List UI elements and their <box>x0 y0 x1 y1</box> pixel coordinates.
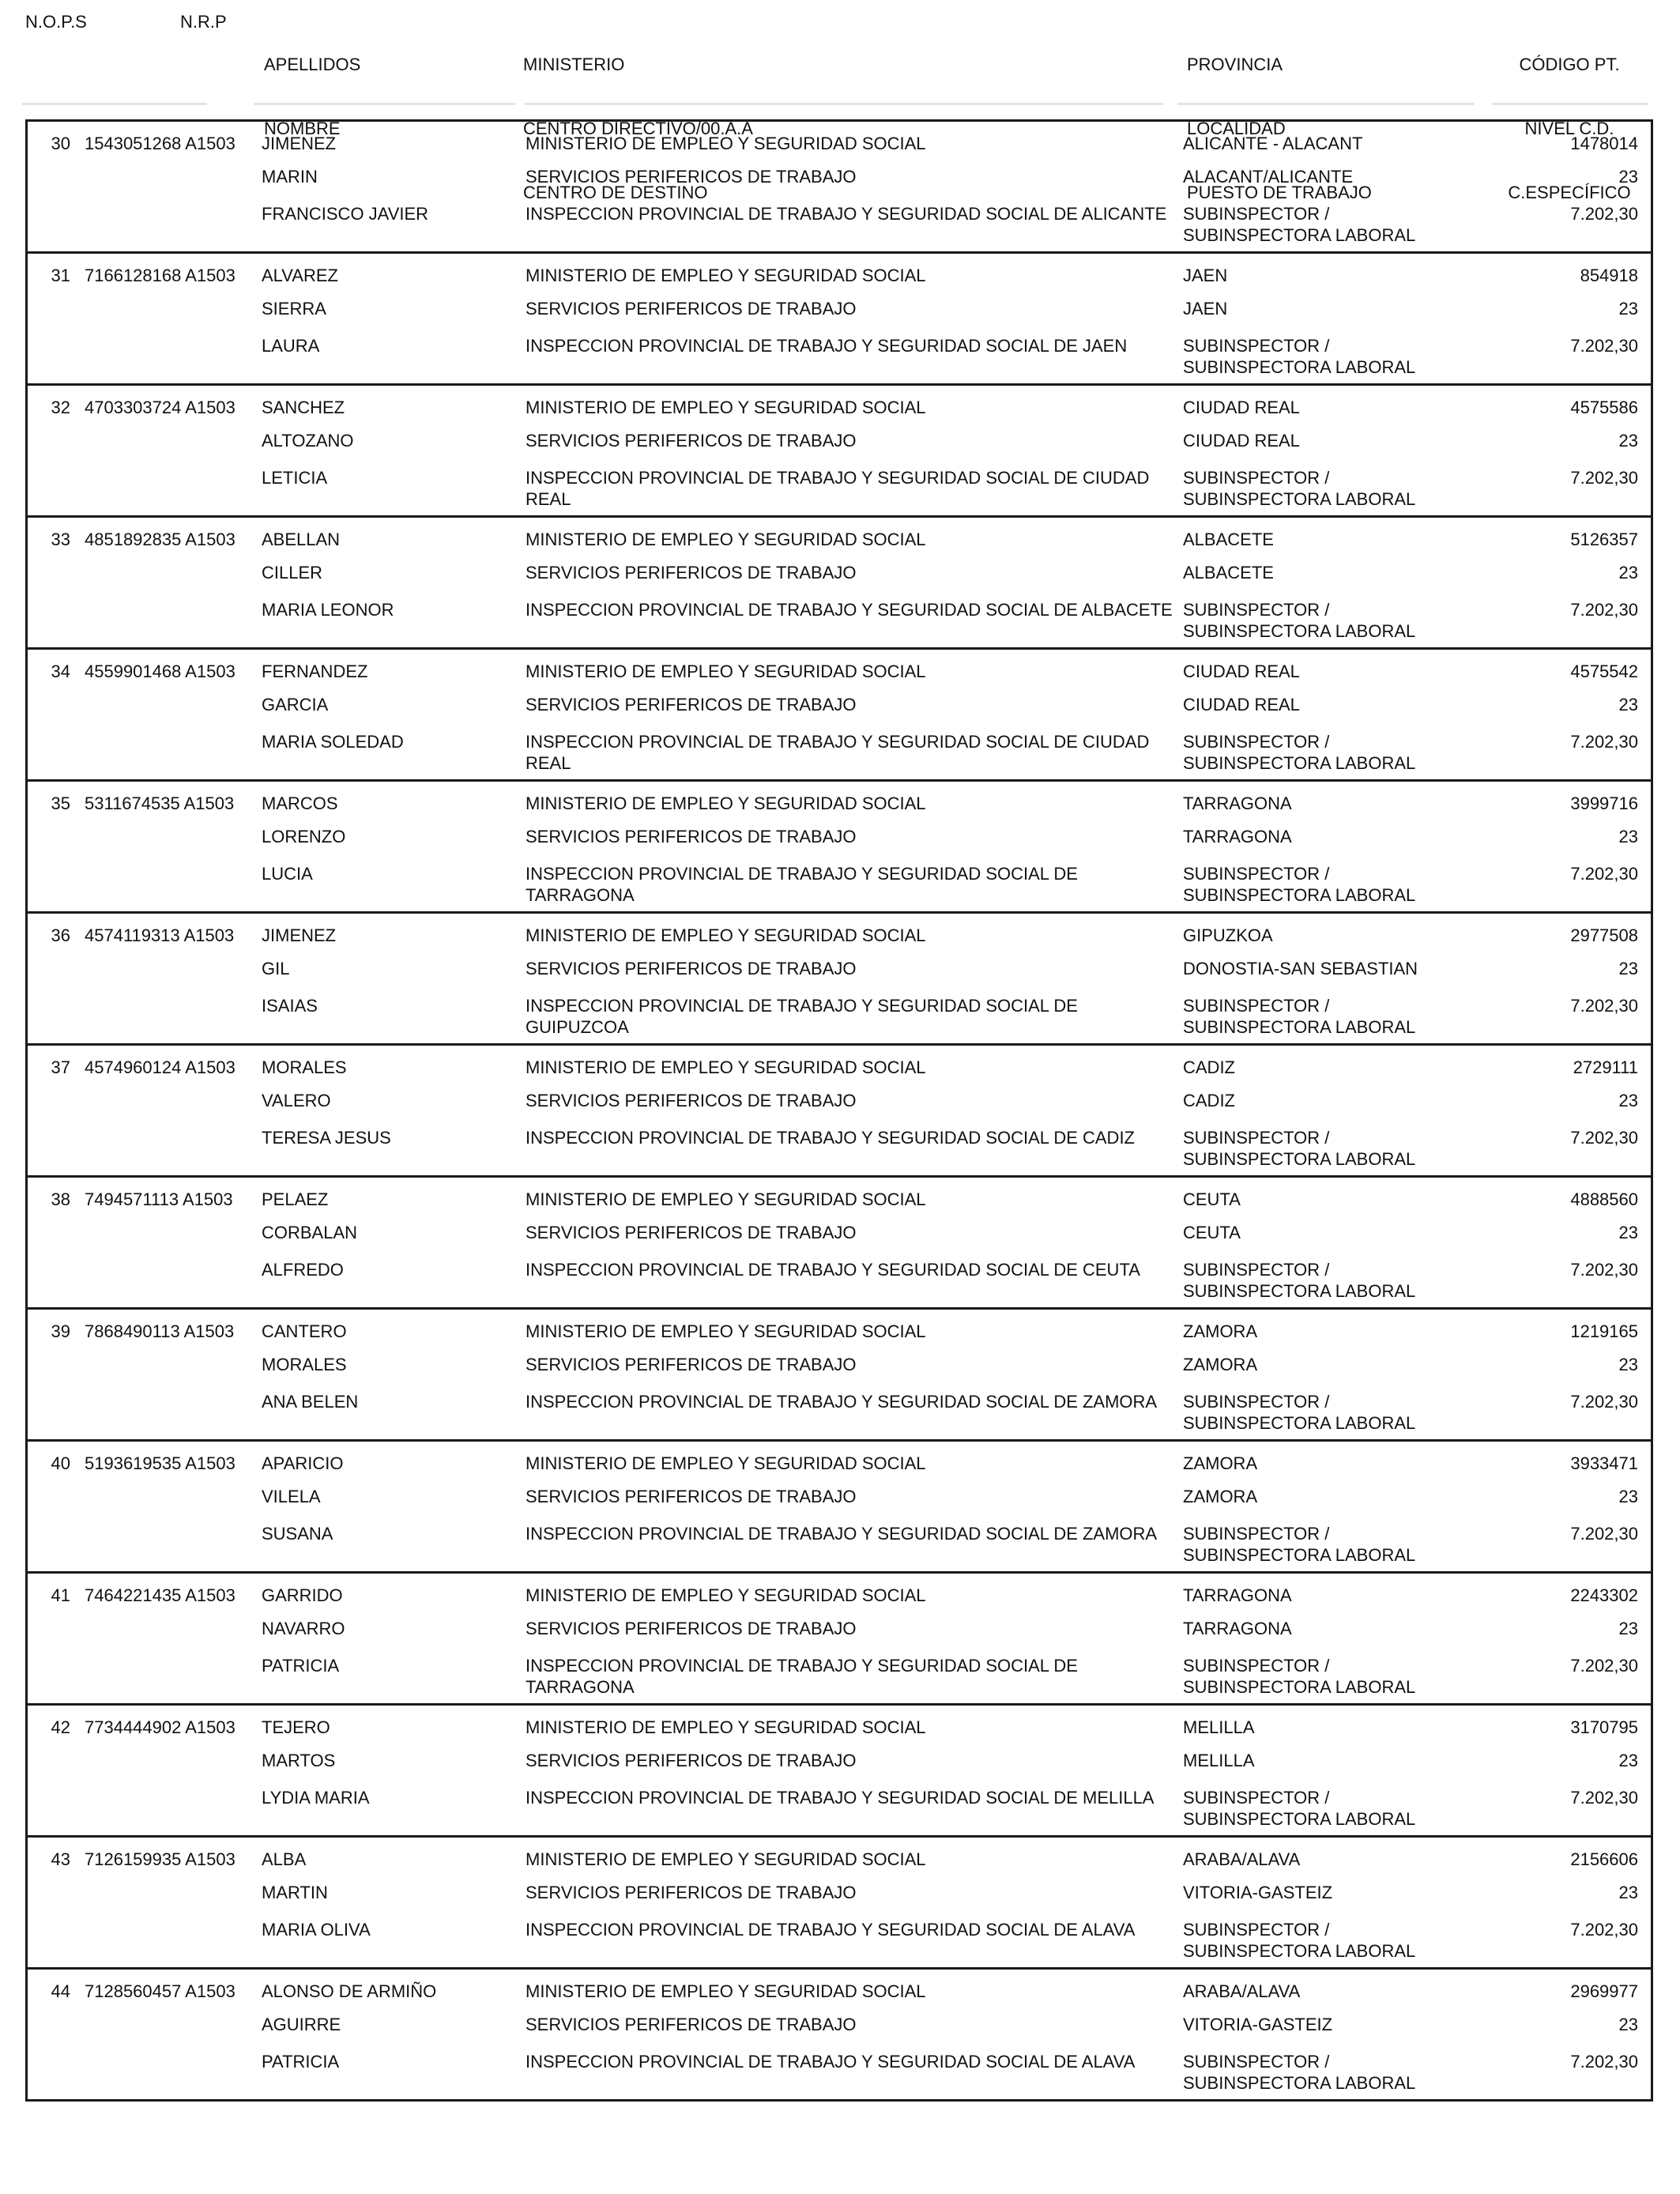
nops-cell: 42 <box>51 1717 70 1737</box>
ministry-cell: MINISTERIO DE EMPLEO Y SEGURIDAD SOCIAL <box>525 1717 926 1737</box>
header-destination-center: CENTRO DE DESTINO <box>523 183 708 202</box>
name-cell: TERESA JESUS <box>262 1128 391 1148</box>
surname1-cell: ALONSO DE ARMIÑO <box>262 1981 437 2001</box>
post-cell: SUBINSPECTOR / SUBINSPECTORA LABORAL <box>1183 1260 1416 1301</box>
nops-cell: 31 <box>51 266 70 285</box>
province-cell: ARABA/ALAVA <box>1183 1849 1301 1869</box>
table-row <box>28 122 1651 254</box>
specific-cell: 7.202,30 <box>1570 336 1638 356</box>
specific-cell: 7.202,30 <box>1570 1392 1638 1412</box>
name-cell: LYDIA MARIA <box>262 1788 370 1808</box>
center-cell: SERVICIOS PERIFERICOS DE TRABAJO <box>525 167 857 187</box>
table-row <box>28 1046 1651 1178</box>
ministry-cell: MINISTERIO DE EMPLEO Y SEGURIDAD SOCIAL <box>525 1321 926 1341</box>
center-cell: SERVICIOS PERIFERICOS DE TRABAJO <box>525 1751 857 1770</box>
locality-cell: VITORIA-GASTEIZ <box>1183 1883 1333 1902</box>
table-row <box>28 1442 1651 1574</box>
post-cell: SUBINSPECTOR / SUBINSPECTORA LABORAL <box>1183 1392 1416 1433</box>
level-cell: 23 <box>1618 959 1638 978</box>
level-cell: 23 <box>1618 695 1638 714</box>
nrp-cell: 7734444902 A1503 <box>85 1717 235 1737</box>
name-cell: ANA BELEN <box>262 1392 359 1412</box>
center-cell: SERVICIOS PERIFERICOS DE TRABAJO <box>525 695 857 714</box>
level-cell: 23 <box>1618 563 1638 582</box>
specific-cell: 7.202,30 <box>1570 1788 1638 1808</box>
province-cell: CIUDAD REAL <box>1183 398 1300 417</box>
province-cell: ALICANTE - ALACANT <box>1183 134 1363 153</box>
post-cell: SUBINSPECTOR / SUBINSPECTORA LABORAL <box>1183 864 1416 905</box>
ministry-cell: MINISTERIO DE EMPLEO Y SEGURIDAD SOCIAL <box>525 1453 926 1473</box>
header-divider <box>1492 103 1648 105</box>
destination-cell: INSPECCION PROVINCIAL DE TRABAJO Y SEGURIDAD SOCIAL DE TARRAGONA <box>525 864 1078 905</box>
destination-cell: INSPECCION PROVINCIAL DE TRABAJO Y SEGURIDAD SOCIAL DE ALBACETE <box>525 600 1173 620</box>
header-code: CÓDIGO PT. <box>1519 55 1620 74</box>
destination-cell: INSPECCION PROVINCIAL DE TRABAJO Y SEGURIDAD SOCIAL DE ALAVA <box>525 1920 1136 1940</box>
ministry-cell: MINISTERIO DE EMPLEO Y SEGURIDAD SOCIAL <box>525 662 926 681</box>
province-cell: CADIZ <box>1183 1057 1235 1077</box>
surname1-cell: FERNANDEZ <box>262 662 368 681</box>
nops-cell: 40 <box>51 1453 70 1473</box>
province-cell: MELILLA <box>1183 1717 1255 1737</box>
header-ministry: MINISTERIO <box>523 55 625 74</box>
header-name: NOMBRE <box>264 119 341 138</box>
post-cell: SUBINSPECTOR / SUBINSPECTORA LABORAL <box>1183 204 1416 245</box>
destination-cell: INSPECCION PROVINCIAL DE TRABAJO Y SEGURIDAD SOCIAL DE ALICANTE <box>525 204 1167 224</box>
specific-cell: 7.202,30 <box>1570 1260 1638 1280</box>
destination-cell: INSPECCION PROVINCIAL DE TRABAJO Y SEGURIDAD SOCIAL DE ZAMORA <box>525 1392 1158 1412</box>
level-cell: 23 <box>1618 2015 1638 2034</box>
name-cell: PATRICIA <box>262 2052 340 2071</box>
locality-cell: JAEN <box>1183 299 1228 319</box>
level-cell: 23 <box>1618 827 1638 846</box>
name-cell: PATRICIA <box>262 1656 340 1676</box>
level-cell: 23 <box>1618 1751 1638 1770</box>
post-cell: SUBINSPECTOR / SUBINSPECTORA LABORAL <box>1183 1656 1416 1697</box>
nops-cell: 44 <box>51 1981 70 2001</box>
locality-cell: CEUTA <box>1183 1223 1241 1242</box>
post-cell: SUBINSPECTOR / SUBINSPECTORA LABORAL <box>1183 1128 1416 1169</box>
ministry-cell: MINISTERIO DE EMPLEO Y SEGURIDAD SOCIAL <box>525 1585 926 1605</box>
header-level: NIVEL C.D. <box>1524 119 1614 138</box>
destination-cell: INSPECCION PROVINCIAL DE TRABAJO Y SEGURIDAD SOCIAL DE CIUDAD REAL <box>525 468 1150 509</box>
locality-cell: MELILLA <box>1183 1751 1255 1770</box>
nrp-cell: 1543051268 A1503 <box>85 134 235 153</box>
surname2-cell: MARTIN <box>262 1883 328 1902</box>
name-cell: SUSANA <box>262 1524 333 1544</box>
post-cell: SUBINSPECTOR / SUBINSPECTORA LABORAL <box>1183 336 1416 377</box>
surname2-cell: NAVARRO <box>262 1619 345 1638</box>
nrp-cell: 5193619535 A1503 <box>85 1453 235 1473</box>
center-cell: SERVICIOS PERIFERICOS DE TRABAJO <box>525 1619 857 1638</box>
nops-cell: 39 <box>51 1321 70 1341</box>
destination-cell: INSPECCION PROVINCIAL DE TRABAJO Y SEGURIDAD SOCIAL DE MELILLA <box>525 1788 1155 1808</box>
post-cell: SUBINSPECTOR / SUBINSPECTORA LABORAL <box>1183 2052 1416 2093</box>
level-cell: 23 <box>1618 1883 1638 1902</box>
surname1-cell: ABELLAN <box>262 530 341 549</box>
locality-cell: DONOSTIA-SAN SEBASTIAN <box>1183 959 1418 978</box>
surname2-cell: SIERRA <box>262 299 326 319</box>
surname1-cell: GARRIDO <box>262 1585 343 1605</box>
province-cell: CEUTA <box>1183 1189 1241 1209</box>
center-cell: SERVICIOS PERIFERICOS DE TRABAJO <box>525 827 857 846</box>
header-directive-center: CENTRO DIRECTIVO/00.A.A <box>523 119 753 138</box>
nrp-cell: 5311674535 A1503 <box>85 794 235 813</box>
header-province: PROVINCIA <box>1187 55 1283 74</box>
destination-cell: INSPECCION PROVINCIAL DE TRABAJO Y SEGURIDAD SOCIAL DE ALAVA <box>525 2052 1136 2071</box>
name-cell: LUCIA <box>262 864 313 884</box>
ministry-cell: MINISTERIO DE EMPLEO Y SEGURIDAD SOCIAL <box>525 1849 926 1869</box>
center-cell: SERVICIOS PERIFERICOS DE TRABAJO <box>525 2015 857 2034</box>
code-cell: 3933471 <box>1570 1453 1638 1473</box>
post-cell: SUBINSPECTOR / SUBINSPECTORA LABORAL <box>1183 996 1416 1037</box>
surname1-cell: ALBA <box>262 1849 307 1869</box>
destination-cell: INSPECCION PROVINCIAL DE TRABAJO Y SEGURIDAD SOCIAL DE ZAMORA <box>525 1524 1158 1544</box>
nops-cell: 35 <box>51 794 70 813</box>
table-row <box>28 650 1651 782</box>
center-cell: SERVICIOS PERIFERICOS DE TRABAJO <box>525 563 857 582</box>
name-cell: LETICIA <box>262 468 328 488</box>
destination-cell: INSPECCION PROVINCIAL DE TRABAJO Y SEGURIDAD SOCIAL DE GUIPUZCOA <box>525 996 1078 1037</box>
ministry-cell: MINISTERIO DE EMPLEO Y SEGURIDAD SOCIAL <box>525 1981 926 2001</box>
surname2-cell: MARTOS <box>262 1751 336 1770</box>
specific-cell: 7.202,30 <box>1570 1920 1638 1940</box>
surname1-cell: JIMENEZ <box>262 134 337 153</box>
level-cell: 23 <box>1618 1091 1638 1110</box>
province-cell: JAEN <box>1183 266 1228 285</box>
center-cell: SERVICIOS PERIFERICOS DE TRABAJO <box>525 1091 857 1110</box>
province-cell: ARABA/ALAVA <box>1183 1981 1301 2001</box>
destination-cell: INSPECCION PROVINCIAL DE TRABAJO Y SEGURIDAD SOCIAL DE JAEN <box>525 336 1128 356</box>
code-cell: 5126357 <box>1570 530 1638 549</box>
code-cell: 4575542 <box>1570 662 1638 681</box>
nops-cell: 36 <box>51 925 70 945</box>
center-cell: SERVICIOS PERIFERICOS DE TRABAJO <box>525 1223 857 1242</box>
nops-cell: 34 <box>51 662 70 681</box>
destination-cell: INSPECCION PROVINCIAL DE TRABAJO Y SEGURIDAD SOCIAL DE TARRAGONA <box>525 1656 1078 1697</box>
level-cell: 23 <box>1618 1223 1638 1242</box>
surname1-cell: ALVAREZ <box>262 266 338 285</box>
surname2-cell: CILLER <box>262 563 323 582</box>
locality-cell: CIUDAD REAL <box>1183 431 1300 450</box>
ministry-cell: MINISTERIO DE EMPLEO Y SEGURIDAD SOCIAL <box>525 134 926 153</box>
post-cell: SUBINSPECTOR / SUBINSPECTORA LABORAL <box>1183 468 1416 509</box>
name-cell: MARIA LEONOR <box>262 600 394 620</box>
surname2-cell: GIL <box>262 959 290 978</box>
code-cell: 1478014 <box>1570 134 1638 153</box>
surname2-cell: AGUIRRE <box>262 2015 341 2034</box>
name-cell: ALFREDO <box>262 1260 344 1280</box>
ministry-cell: MINISTERIO DE EMPLEO Y SEGURIDAD SOCIAL <box>525 925 926 945</box>
nrp-cell: 7464221435 A1503 <box>85 1585 235 1605</box>
nrp-cell: 4574960124 A1503 <box>85 1057 235 1077</box>
records-table <box>25 119 1653 2102</box>
nrp-cell: 4851892835 A1503 <box>85 530 235 549</box>
code-cell: 3999716 <box>1570 794 1638 813</box>
nrp-cell: 7868490113 A1503 <box>85 1321 235 1341</box>
specific-cell: 7.202,30 <box>1570 204 1638 224</box>
header-divider <box>1177 103 1475 105</box>
level-cell: 23 <box>1618 1487 1638 1506</box>
nops-cell: 41 <box>51 1585 70 1605</box>
province-cell: ALBACETE <box>1183 530 1274 549</box>
header-post: PUESTO DE TRABAJO <box>1187 183 1372 202</box>
center-cell: SERVICIOS PERIFERICOS DE TRABAJO <box>525 1487 857 1506</box>
specific-cell: 7.202,30 <box>1570 2052 1638 2071</box>
specific-cell: 7.202,30 <box>1570 1524 1638 1544</box>
level-cell: 23 <box>1618 299 1638 319</box>
province-cell: TARRAGONA <box>1183 1585 1292 1605</box>
header-divider <box>254 103 515 105</box>
nops-cell: 30 <box>51 134 70 153</box>
ministry-cell: MINISTERIO DE EMPLEO Y SEGURIDAD SOCIAL <box>525 1057 926 1077</box>
destination-cell: INSPECCION PROVINCIAL DE TRABAJO Y SEGURIDAD SOCIAL DE CADIZ <box>525 1128 1135 1148</box>
nrp-cell: 4703303724 A1503 <box>85 398 235 417</box>
nrp-cell: 4559901468 A1503 <box>85 662 235 681</box>
level-cell: 23 <box>1618 1355 1638 1374</box>
table-row <box>28 1574 1651 1706</box>
code-cell: 4888560 <box>1570 1189 1638 1209</box>
nrp-cell: 7126159935 A1503 <box>85 1849 235 1869</box>
name-cell: ISAIAS <box>262 996 318 1016</box>
code-cell: 2156606 <box>1570 1849 1638 1869</box>
surname2-cell: MARIN <box>262 167 318 187</box>
nrp-cell: 7494571113 A1503 <box>85 1189 233 1209</box>
surname2-cell: LORENZO <box>262 827 346 846</box>
ministry-cell: MINISTERIO DE EMPLEO Y SEGURIDAD SOCIAL <box>525 398 926 417</box>
header-surnames: APELLIDOS <box>264 55 361 74</box>
header-locality: LOCALIDAD <box>1187 119 1286 138</box>
surname2-cell: VALERO <box>262 1091 331 1110</box>
name-cell: FRANCISCO JAVIER <box>262 204 429 224</box>
name-cell: MARIA SOLEDAD <box>262 732 404 752</box>
center-cell: SERVICIOS PERIFERICOS DE TRABAJO <box>525 299 857 319</box>
code-cell: 2729111 <box>1573 1057 1638 1077</box>
nrp-cell: 7128560457 A1503 <box>85 1981 235 2001</box>
post-cell: SUBINSPECTOR / SUBINSPECTORA LABORAL <box>1183 1920 1416 1961</box>
locality-cell: ZAMORA <box>1183 1487 1258 1506</box>
table-row <box>28 1838 1651 1970</box>
table-row <box>28 518 1651 650</box>
specific-cell: 7.202,30 <box>1570 732 1638 752</box>
code-cell: 854918 <box>1580 266 1638 285</box>
center-cell: SERVICIOS PERIFERICOS DE TRABAJO <box>525 431 857 450</box>
table-row <box>28 782 1651 914</box>
code-cell: 2977508 <box>1570 925 1638 945</box>
nops-cell: 33 <box>51 530 70 549</box>
surname1-cell: JIMENEZ <box>262 925 337 945</box>
specific-cell: 7.202,30 <box>1570 468 1638 488</box>
table-row <box>28 1178 1651 1310</box>
specific-cell: 7.202,30 <box>1570 864 1638 884</box>
code-cell: 2243302 <box>1570 1585 1638 1605</box>
table-row <box>28 914 1651 1046</box>
province-cell: CIUDAD REAL <box>1183 662 1300 681</box>
table-row <box>28 254 1651 386</box>
name-cell: LAURA <box>262 336 320 356</box>
code-cell: 3170795 <box>1570 1717 1638 1737</box>
province-cell: TARRAGONA <box>1183 794 1292 813</box>
surname2-cell: GARCIA <box>262 695 329 714</box>
level-cell: 23 <box>1618 431 1638 450</box>
post-cell: SUBINSPECTOR / SUBINSPECTORA LABORAL <box>1183 600 1416 641</box>
locality-cell: ZAMORA <box>1183 1355 1258 1374</box>
province-cell: ZAMORA <box>1183 1321 1258 1341</box>
header-divider <box>525 103 1163 105</box>
locality-cell: TARRAGONA <box>1183 827 1292 846</box>
ministry-cell: MINISTERIO DE EMPLEO Y SEGURIDAD SOCIAL <box>525 530 926 549</box>
nops-cell: 38 <box>51 1189 70 1209</box>
level-cell: 23 <box>1618 1619 1638 1638</box>
header-divider <box>22 103 207 105</box>
destination-cell: INSPECCION PROVINCIAL DE TRABAJO Y SEGURIDAD SOCIAL DE CIUDAD REAL <box>525 732 1150 773</box>
locality-cell: VITORIA-GASTEIZ <box>1183 2015 1333 2034</box>
locality-cell: CIUDAD REAL <box>1183 695 1300 714</box>
locality-cell: CADIZ <box>1183 1091 1235 1110</box>
specific-cell: 7.202,30 <box>1570 600 1638 620</box>
surname1-cell: CANTERO <box>262 1321 347 1341</box>
surname2-cell: CORBALAN <box>262 1223 358 1242</box>
surname1-cell: MORALES <box>262 1057 347 1077</box>
surname2-cell: VILELA <box>262 1487 321 1506</box>
code-cell: 4575586 <box>1570 398 1638 417</box>
nops-cell: 43 <box>51 1849 70 1869</box>
table-row <box>28 386 1651 518</box>
locality-cell: ALACANT/ALICANTE <box>1183 167 1354 187</box>
specific-cell: 7.202,30 <box>1570 996 1638 1016</box>
specific-cell: 7.202,30 <box>1570 1656 1638 1676</box>
province-cell: ZAMORA <box>1183 1453 1258 1473</box>
post-cell: SUBINSPECTOR / SUBINSPECTORA LABORAL <box>1183 732 1416 773</box>
post-cell: SUBINSPECTOR / SUBINSPECTORA LABORAL <box>1183 1788 1416 1829</box>
level-cell: 23 <box>1618 167 1638 187</box>
name-cell: MARIA OLIVA <box>262 1920 371 1940</box>
center-cell: SERVICIOS PERIFERICOS DE TRABAJO <box>525 1355 857 1374</box>
header-specific: C.ESPECÍFICO <box>1508 183 1631 202</box>
surname1-cell: APARICIO <box>262 1453 344 1473</box>
surname1-cell: PELAEZ <box>262 1189 329 1209</box>
ministry-cell: MINISTERIO DE EMPLEO Y SEGURIDAD SOCIAL <box>525 266 926 285</box>
center-cell: SERVICIOS PERIFERICOS DE TRABAJO <box>525 1883 857 1902</box>
nrp-cell: 4574119313 A1503 <box>85 925 235 945</box>
code-cell: 1219165 <box>1570 1321 1638 1341</box>
surname1-cell: SANCHEZ <box>262 398 345 417</box>
table-row <box>28 1970 1651 2099</box>
province-cell: GIPUZKOA <box>1183 925 1273 945</box>
nrp-cell: 7166128168 A1503 <box>85 266 235 285</box>
center-cell: SERVICIOS PERIFERICOS DE TRABAJO <box>525 959 857 978</box>
destination-cell: INSPECCION PROVINCIAL DE TRABAJO Y SEGURIDAD SOCIAL DE CEUTA <box>525 1260 1140 1280</box>
header-nops: N.O.P.S <box>25 12 87 32</box>
locality-cell: TARRAGONA <box>1183 1619 1292 1638</box>
locality-cell: ALBACETE <box>1183 563 1274 582</box>
code-cell: 2969977 <box>1570 1981 1638 2001</box>
specific-cell: 7.202,30 <box>1570 1128 1638 1148</box>
header-nrp: N.R.P <box>180 12 227 32</box>
table-row <box>28 1706 1651 1838</box>
nops-cell: 37 <box>51 1057 70 1077</box>
ministry-cell: MINISTERIO DE EMPLEO Y SEGURIDAD SOCIAL <box>525 794 926 813</box>
surname1-cell: MARCOS <box>262 794 338 813</box>
ministry-cell: MINISTERIO DE EMPLEO Y SEGURIDAD SOCIAL <box>525 1189 926 1209</box>
surname1-cell: TEJERO <box>262 1717 330 1737</box>
table-row <box>28 1310 1651 1442</box>
post-cell: SUBINSPECTOR / SUBINSPECTORA LABORAL <box>1183 1524 1416 1565</box>
nops-cell: 32 <box>51 398 70 417</box>
surname2-cell: ALTOZANO <box>262 431 354 450</box>
surname2-cell: MORALES <box>262 1355 347 1374</box>
